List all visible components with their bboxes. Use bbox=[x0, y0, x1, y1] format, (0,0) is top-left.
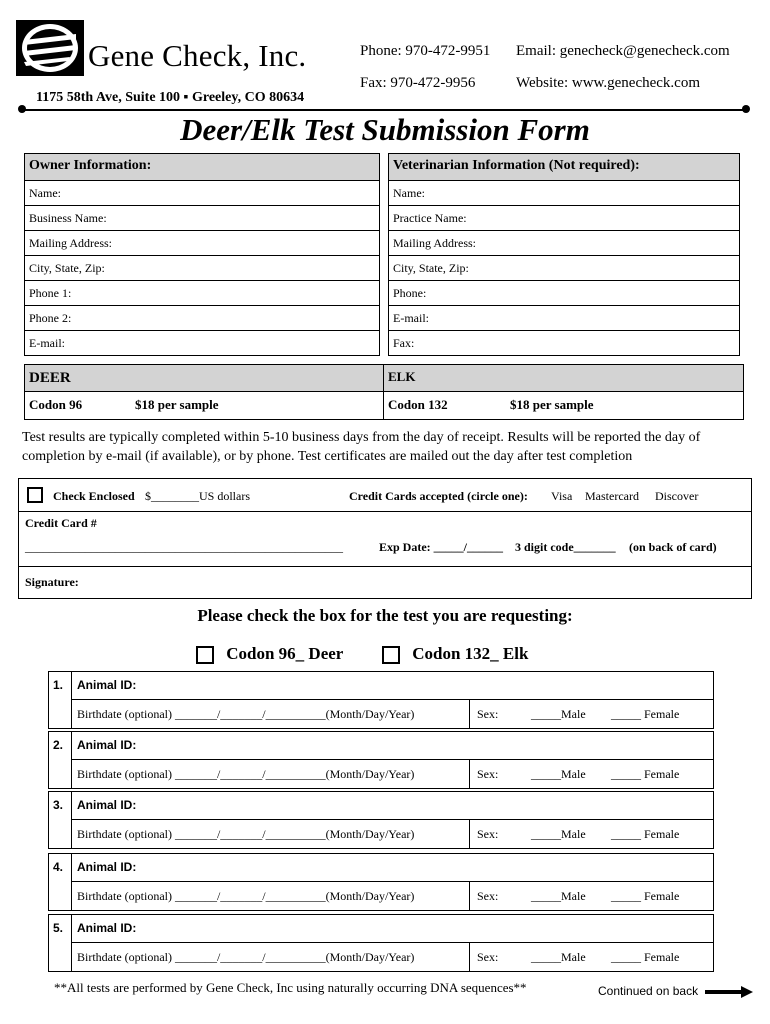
elk-heading: ELK bbox=[384, 365, 743, 392]
deer-heading: DEER bbox=[25, 365, 383, 392]
deer-codon: Codon 96 bbox=[29, 397, 83, 412]
vet-phone-field[interactable]: Phone: bbox=[389, 281, 739, 306]
test-selection-heading: Please check the box for the test you are requesting: bbox=[197, 606, 573, 625]
visa-option[interactable]: Visa bbox=[551, 489, 573, 503]
birthdate-field[interactable]: Birthdate (optional) _______/_______/__________(Month/Day/Year) bbox=[77, 889, 415, 903]
security-code-note: (on back of card) bbox=[629, 540, 717, 554]
animal-number: 2. bbox=[53, 738, 64, 752]
male-option[interactable]: _____Male bbox=[531, 707, 586, 721]
birthdate-field[interactable]: Birthdate (optional) _______/_______/__________(Month/Day/Year) bbox=[77, 827, 415, 841]
continued-on-back bbox=[598, 984, 753, 998]
header-divider bbox=[22, 109, 746, 111]
sex-label: Sex: bbox=[477, 950, 499, 964]
birthdate-field[interactable]: Birthdate (optional) _______/_______/__________(Month/Day/Year) bbox=[77, 950, 415, 964]
credit-card-number-field[interactable]: _____________________________________________________ bbox=[25, 540, 343, 554]
animal-id-field[interactable]: Animal ID: bbox=[77, 860, 137, 874]
owner-phone2-field[interactable]: Phone 2: bbox=[25, 306, 379, 331]
owner-email-field[interactable]: E-mail: bbox=[29, 336, 65, 350]
animal-id-field[interactable]: Animal ID: bbox=[77, 678, 137, 692]
credit-cards-accepted-label: Credit Cards accepted (circle one): bbox=[349, 489, 528, 503]
codon-132-elk-checkbox[interactable] bbox=[382, 646, 400, 664]
form-title: Deer/Elk Test Submission Form bbox=[180, 112, 590, 147]
arrow-right-icon bbox=[705, 986, 753, 998]
discover-option[interactable]: Discover bbox=[655, 489, 699, 503]
female-option[interactable]: _____ Female bbox=[611, 707, 680, 721]
birthdate-field[interactable]: Birthdate (optional) _______/_______/__________(Month/Day/Year) bbox=[77, 767, 415, 781]
fax-number: Fax: 970-472-9956 bbox=[360, 75, 476, 91]
deer-price: $18 per sample bbox=[135, 397, 219, 412]
animal-entry-3 bbox=[48, 791, 714, 849]
elk-price: $18 per sample bbox=[510, 397, 594, 412]
male-option[interactable]: _____Male bbox=[531, 889, 586, 903]
animal-number: 4. bbox=[53, 860, 64, 874]
exp-date-field[interactable]: Exp Date: _____/______ bbox=[379, 540, 503, 554]
owner-city-state-zip-field[interactable]: City, State, Zip: bbox=[25, 256, 379, 281]
codon-96-deer-label: Codon 96_ Deer bbox=[226, 644, 344, 663]
animal-number: 5. bbox=[53, 921, 64, 935]
owner-information-table bbox=[24, 153, 380, 356]
check-amount-field[interactable]: $________US dollars bbox=[145, 489, 250, 503]
animal-entry-1 bbox=[48, 671, 714, 729]
vet-name-field[interactable]: Name: bbox=[389, 181, 739, 206]
owner-info-heading: Owner Information: bbox=[25, 154, 379, 181]
check-enclosed-checkbox[interactable] bbox=[27, 487, 43, 503]
vet-fax-field[interactable]: Fax: bbox=[393, 336, 415, 350]
female-option[interactable]: _____ Female bbox=[611, 889, 680, 903]
species-pricing-table bbox=[24, 364, 744, 420]
owner-phone1-field[interactable]: Phone 1: bbox=[25, 281, 379, 306]
codon-96-deer-checkbox[interactable] bbox=[196, 646, 214, 664]
animal-entry-2 bbox=[48, 731, 714, 789]
female-option[interactable]: _____ Female bbox=[611, 827, 680, 841]
vet-email-field[interactable]: E-mail: bbox=[389, 306, 739, 331]
elk-codon: Codon 132 bbox=[388, 397, 448, 412]
male-option[interactable]: _____Male bbox=[531, 950, 586, 964]
signature-field[interactable]: Signature: bbox=[25, 575, 79, 589]
results-info-text: Test results are typically completed within 5-10 business days from the day of receipt. Results will be reported the day of completion by e-mail (if available), or by phone. Test certificates are mailed out the day after test completion bbox=[22, 430, 701, 464]
owner-name-field[interactable]: Name: bbox=[25, 181, 379, 206]
male-option[interactable]: _____Male bbox=[531, 827, 586, 841]
owner-mailing-address-field[interactable]: Mailing Address: bbox=[25, 231, 379, 256]
codon-132-elk-label: Codon 132_ Elk bbox=[412, 644, 529, 663]
animal-number: 1. bbox=[53, 678, 64, 692]
email-address: Email: genecheck@genecheck.com bbox=[516, 43, 730, 59]
sex-label: Sex: bbox=[477, 827, 499, 841]
female-option[interactable]: _____ Female bbox=[611, 767, 680, 781]
animal-entry-5 bbox=[48, 914, 714, 972]
codon-96-deer-option[interactable] bbox=[196, 644, 343, 664]
male-option[interactable]: _____Male bbox=[531, 767, 586, 781]
vet-information-table bbox=[388, 153, 740, 356]
vet-practice-name-field[interactable]: Practice Name: bbox=[389, 206, 739, 231]
vet-mailing-address-field[interactable]: Mailing Address: bbox=[389, 231, 739, 256]
mastercard-option[interactable]: Mastercard bbox=[585, 489, 639, 503]
vet-info-heading: Veterinarian Information (Not required): bbox=[389, 154, 739, 181]
animal-id-field[interactable]: Animal ID: bbox=[77, 738, 137, 752]
footer-note: **All tests are performed by Gene Check, Inc using naturally occurring DNA sequences** bbox=[54, 980, 527, 995]
animal-entry-4 bbox=[48, 853, 714, 911]
payment-section bbox=[18, 478, 752, 599]
phone-number: Phone: 970-472-9951 bbox=[360, 43, 491, 59]
sex-label: Sex: bbox=[477, 767, 499, 781]
gene-check-logo-icon bbox=[16, 20, 84, 76]
female-option[interactable]: _____ Female bbox=[611, 950, 680, 964]
codon-132-elk-option[interactable] bbox=[382, 644, 528, 664]
credit-card-number-label: Credit Card # bbox=[25, 516, 97, 530]
sex-label: Sex: bbox=[477, 707, 499, 721]
company-name: Gene Check, Inc. bbox=[88, 38, 307, 73]
sex-label: Sex: bbox=[477, 889, 499, 903]
animal-id-field[interactable]: Animal ID: bbox=[77, 798, 137, 812]
animal-number: 3. bbox=[53, 798, 64, 812]
continued-label: Continued on back bbox=[598, 984, 699, 998]
owner-business-name-field[interactable]: Business Name: bbox=[25, 206, 379, 231]
website-address: Website: www.genecheck.com bbox=[516, 75, 700, 91]
animal-id-field[interactable]: Animal ID: bbox=[77, 921, 137, 935]
vet-city-state-zip-field[interactable]: City, State, Zip: bbox=[389, 256, 739, 281]
check-enclosed-label: Check Enclosed bbox=[53, 489, 135, 503]
company-address: 1175 58th Ave, Suite 100 ▪ Greeley, CO 80634 bbox=[36, 90, 305, 105]
security-code-field[interactable]: 3 digit code_______ bbox=[515, 540, 616, 554]
birthdate-field[interactable]: Birthdate (optional) _______/_______/__________(Month/Day/Year) bbox=[77, 707, 415, 721]
